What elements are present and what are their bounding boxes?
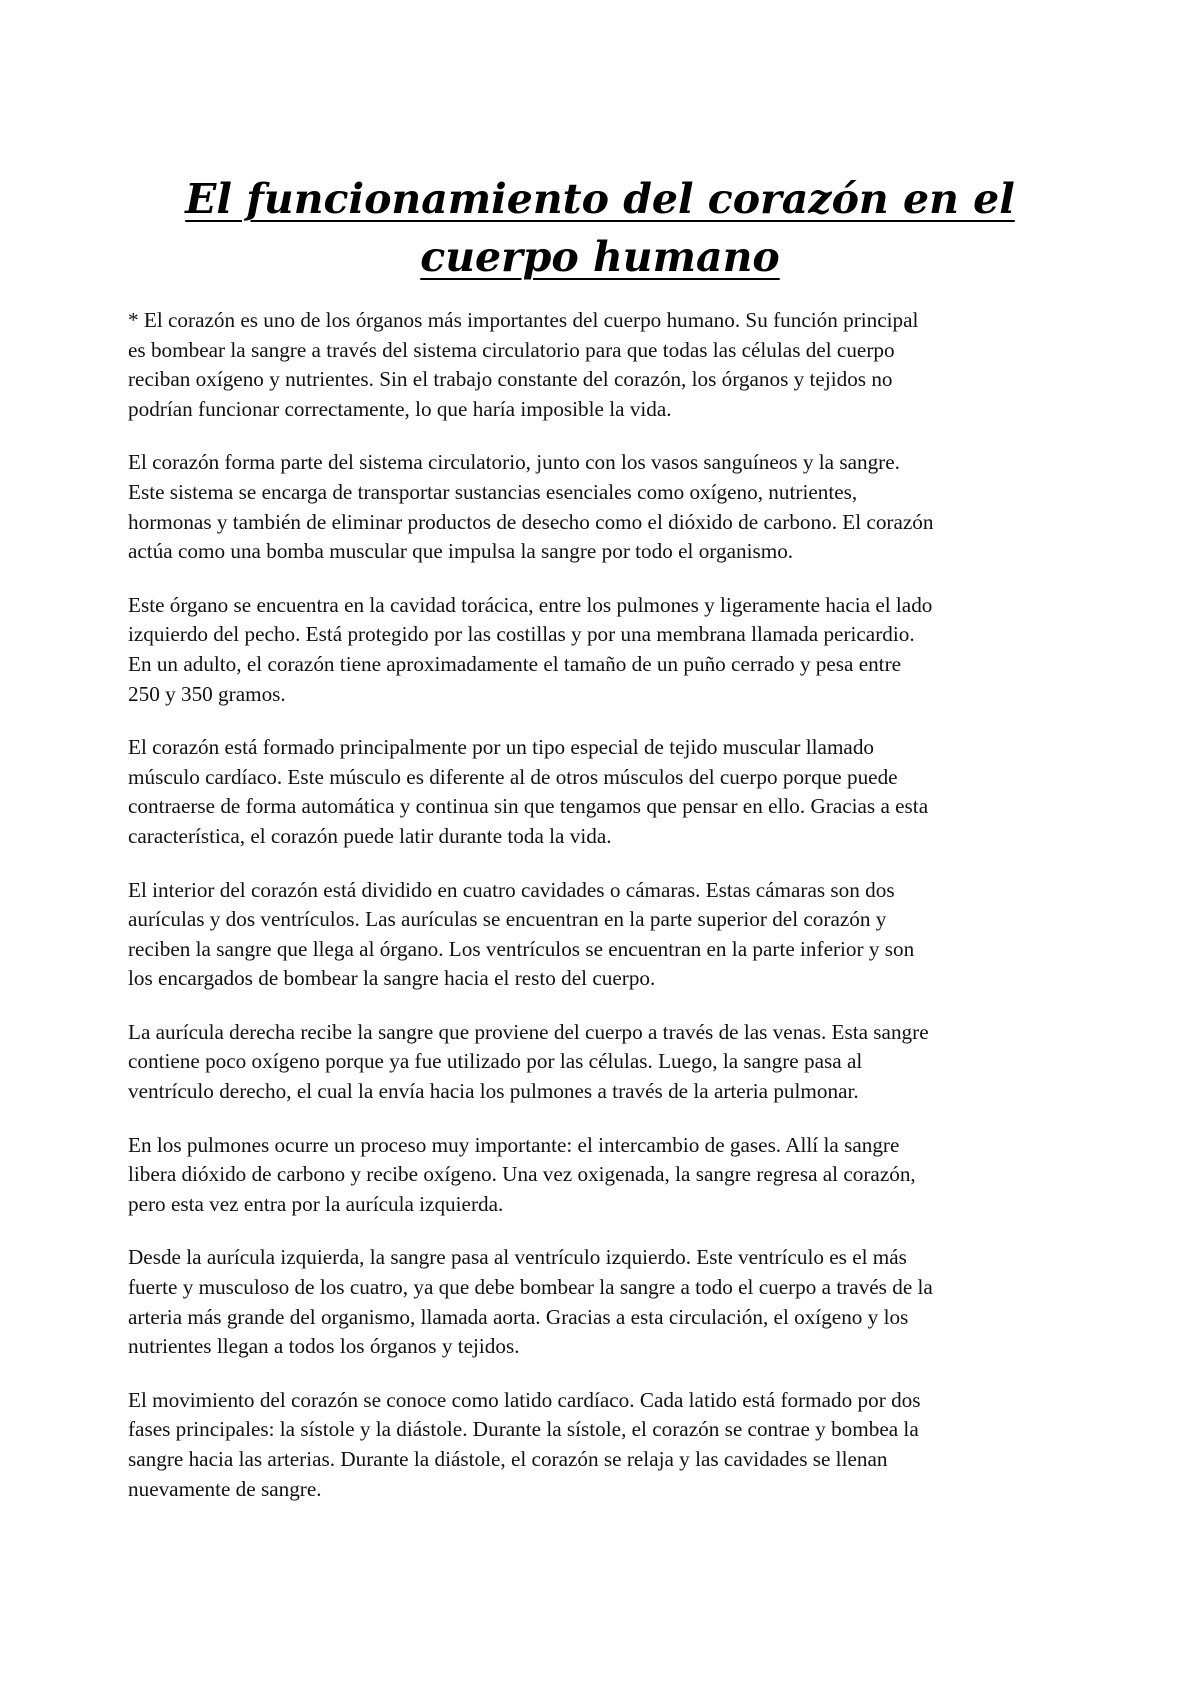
- text-line: fuerte y musculoso de los cuatro, ya que debe bombear la sangre a todo el cuerpo a través de la: [128, 1275, 933, 1300]
- text-line: podrían funcionar correctamente, lo que haría imposible la vida.: [128, 396, 672, 421]
- document-body: [128, 306, 1068, 1528]
- text-line: contiene poco oxígeno porque ya fue utilizado por las células. Luego, la sangre pasa al: [128, 1049, 863, 1074]
- text-line: Desde la aurícula izquierda, la sangre pasa al ventrículo izquierdo. Este ventrículo es el más: [128, 1245, 907, 1270]
- paragraph-8: [128, 1243, 1068, 1361]
- document-title: [130, 170, 1070, 286]
- paragraph-1: [128, 306, 1068, 424]
- text-line: pero esta vez entra por la aurícula izquierda.: [128, 1191, 504, 1216]
- text-line: característica, el corazón puede latir durante toda la vida.: [128, 823, 612, 848]
- text-line: Este órgano se encuentra en la cavidad torácica, entre los pulmones y ligeramente hacia el lado: [128, 592, 933, 617]
- title-line-1: El funcionamiento del corazón en el: [185, 175, 1015, 223]
- text-line: sangre hacia las arterias. Durante la diástole, el corazón se relaja y las cavidades se llenan: [128, 1447, 888, 1471]
- text-line: En los pulmones ocurre un proceso muy importante: el intercambio de gases. Allí la sangre: [128, 1132, 900, 1157]
- text-line: músculo cardíaco. Este músculo es diferente al de otros músculos del cuerpo porque puede: [128, 764, 898, 789]
- text-line: los encargados de bombear la sangre hacia el resto del cuerpo.: [128, 966, 656, 991]
- text-line: hormonas y también de eliminar productos de desecho como el dióxido de carbono. El corazón: [128, 509, 934, 534]
- text-line: libera dióxido de carbono y recibe oxígeno. Una vez oxigenada, la sangre regresa al corazón,: [128, 1162, 916, 1187]
- paragraph-5: [128, 876, 1068, 994]
- paragraph-3: [128, 591, 1068, 709]
- text-line: 250 y 350 gramos.: [128, 681, 286, 706]
- title-line-2: cuerpo humano: [420, 233, 780, 281]
- text-line: aurículas y dos ventrículos. Las aurículas se encuentran en la parte superior del corazón y: [128, 907, 887, 932]
- text-line: actúa como una bomba muscular que impulsa la sangre por todo el organismo.: [128, 539, 794, 564]
- text-line: El movimiento del corazón se conoce como latido cardíaco. Cada latido está formado por dos: [128, 1387, 921, 1412]
- text-line: En un adulto, el corazón tiene aproximadamente el tamaño de un puño cerrado y pesa entre: [128, 651, 902, 676]
- text-line: izquierdo del pecho. Está protegido por las costillas y por una membrana llamada pericardio.: [128, 622, 915, 647]
- paragraph-7: [128, 1131, 1068, 1220]
- text-line: reciban oxígeno y nutrientes. Sin el trabajo constante del corazón, los órganos y tejidos no: [128, 367, 893, 392]
- text-line: reciben la sangre que llega al órgano. Los ventrículos se encuentran en la parte inferior y son: [128, 936, 915, 961]
- text-line: fases principales: la sístole y la diástole. Durante la sístole, el corazón se contrae y bombea la: [128, 1417, 919, 1442]
- paragraph-9: [128, 1386, 1068, 1504]
- text-line: Este sistema se encarga de transportar sustancias esenciales como oxígeno, nutrientes,: [128, 479, 858, 504]
- paragraph-4: [128, 733, 1068, 851]
- text-line: El corazón forma parte del sistema circulatorio, junto con los vasos sanguíneos y la sangre.: [128, 450, 900, 475]
- text-line: arteria más grande del organismo, llamada aorta. Gracias a esta circulación, el oxígeno y los: [128, 1304, 909, 1329]
- text-line: El interior del corazón está dividido en cuatro cavidades o cámaras. Estas cámaras son dos: [128, 877, 895, 902]
- text-line: contraerse de forma automática y continua sin que tengamos que pensar en ello. Gracias a esta: [128, 794, 929, 819]
- text-line: nuevamente de sangre.: [128, 1476, 322, 1501]
- text-line: El corazón está formado principalmente por un tipo especial de tejido muscular llamado: [128, 735, 875, 760]
- text-line: es bombear la sangre a través del sistema circulatorio para que todas las células del cuerpo: [128, 337, 895, 362]
- paragraph-6: [128, 1018, 1068, 1107]
- paragraph-2: [128, 448, 1068, 566]
- text-line: * El corazón es uno de los órganos más importantes del cuerpo humano. Su función principal: [128, 308, 919, 332]
- text-line: nutrientes llegan a todos los órganos y tejidos.: [128, 1334, 520, 1359]
- text-line: La aurícula derecha recibe la sangre que proviene del cuerpo a través de las venas. Esta sangre: [128, 1019, 929, 1044]
- text-line: ventrículo derecho, el cual la envía hacia los pulmones a través de la arteria pulmonar.: [128, 1079, 859, 1104]
